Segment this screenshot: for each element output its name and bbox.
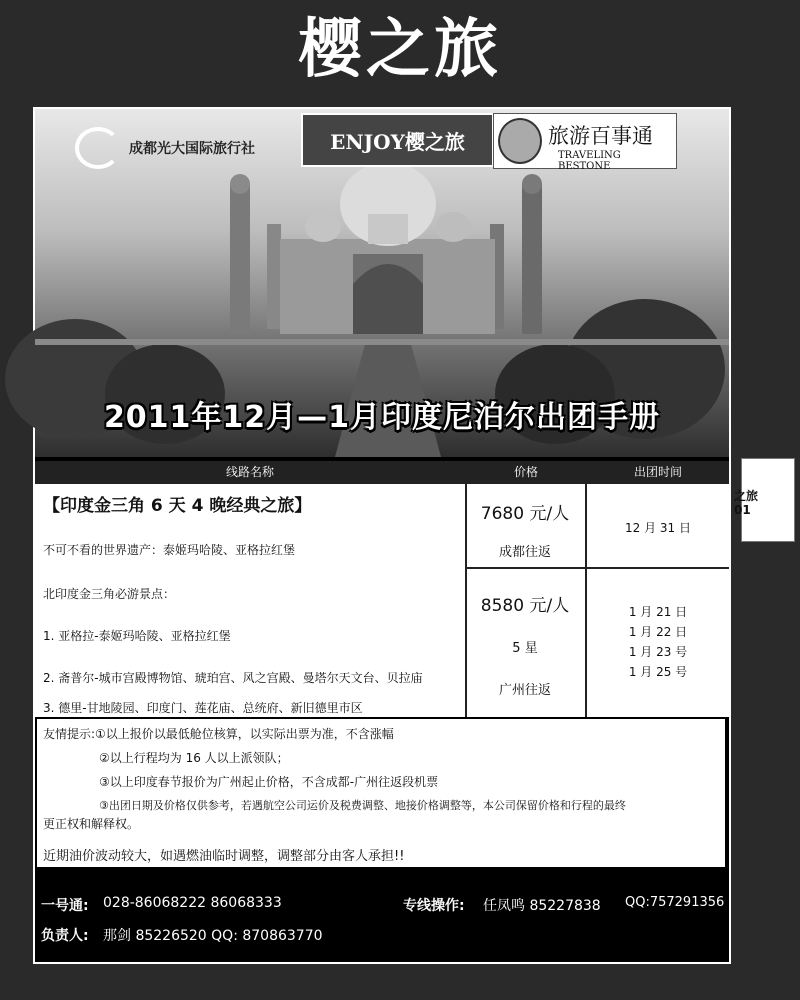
header-departure: 出团时间 (587, 461, 729, 484)
manager-contact: 那剑 85226520 QQ: 870863770 (103, 928, 323, 944)
note-line: ③以上印度春节报价为广州起止价格，不含成都-广州往返段机票 (99, 775, 439, 789)
banner-photo (35, 109, 729, 457)
side-tab-line: 之旅 (734, 489, 759, 503)
bestone-name: 旅游百事通 (548, 124, 653, 148)
fuel-notice: 近期油价波动较大，如遇燃油临时调整，调整部分由客人承担!! (43, 849, 405, 864)
stop-item: 2. 斋普尔-城市宫殿博物馆、琥珀宫、风之宫殿、曼塔尔天文台、贝拉庙 (43, 671, 423, 685)
departure-date: 1 月 25 号 (628, 665, 688, 679)
must-see-title: 北印度金三角必游景点： (43, 587, 176, 601)
manager-label: 负责人: (41, 928, 89, 944)
heritage-line: 不可不看的世界遗产：泰姬玛哈陵、亚格拉红堡 (43, 543, 296, 557)
bestone-english: TRAVELING BESTONE (558, 150, 621, 172)
itinerary-table (35, 461, 729, 717)
origin-chengdu: 成都往返 (498, 545, 551, 560)
column-divider (585, 461, 587, 717)
header-price: 价格 (467, 461, 585, 484)
agency-name: 成都光大国际旅行社 (129, 141, 255, 157)
hotline-label: 一号通: (41, 898, 89, 914)
note-line: ③出团日期及价格仅供参考，若遇航空公司运价及税费调整、地接价格调整等，本公司保留价格和行程的最终 (99, 799, 626, 812)
mascot-icon (498, 118, 542, 164)
side-tab (734, 458, 795, 542)
agency-logo (75, 127, 255, 169)
departure-date: 1 月 23 号 (628, 645, 688, 659)
row-divider (465, 567, 729, 569)
operation-label: 专线操作: (403, 898, 465, 914)
note-line: 更正权和解释权。 (43, 817, 140, 831)
notes-box (37, 719, 725, 867)
hotline-numbers: 028-86068222 86068333 (103, 895, 282, 911)
price-guangzhou: 8580 元/人 (480, 596, 570, 616)
stop-item: 3. 德里-甘地陵园、印度门、莲花庙、总统府、新旧德里市区 (43, 701, 363, 715)
agency-logo-icon (75, 127, 121, 169)
handbook-title: 2011年12月—1月印度尼泊尔出团手册 (103, 400, 661, 435)
enjoy-logo: ENJOY樱之旅 (301, 113, 494, 167)
header-route: 线路名称 (35, 461, 465, 484)
stop-item: 1. 亚格拉-泰姬玛哈陵、亚格拉红堡 (43, 629, 231, 643)
flyer (33, 107, 731, 964)
route-name: 【印度金三角 6 天 4 晚经典之旅】 (43, 496, 312, 516)
operation-contact: 任凤鸣 85227838 (483, 898, 601, 914)
departure-date: 1 月 21 日 (628, 605, 688, 619)
page-title: 樱之旅 (298, 13, 502, 87)
note-line: 友情提示:①以上报价以最低舱位核算，以实际出票为准，不含涨幅 (43, 727, 394, 741)
side-tab-line: 01 (734, 503, 751, 517)
note-line: ②以上行程均为 16 人以上派领队； (99, 751, 289, 765)
departure-date: 12 月 31 日 (625, 521, 691, 535)
operation-qq: QQ:757291356 (625, 895, 725, 910)
column-divider (465, 461, 467, 717)
price-chengdu: 7680 元/人 (480, 504, 570, 524)
hotel-grade: 5 星 (512, 641, 538, 656)
bestone-logo (493, 113, 677, 172)
origin-guangzhou: 广州往返 (498, 683, 551, 698)
departure-date: 1 月 22 日 (628, 625, 688, 639)
